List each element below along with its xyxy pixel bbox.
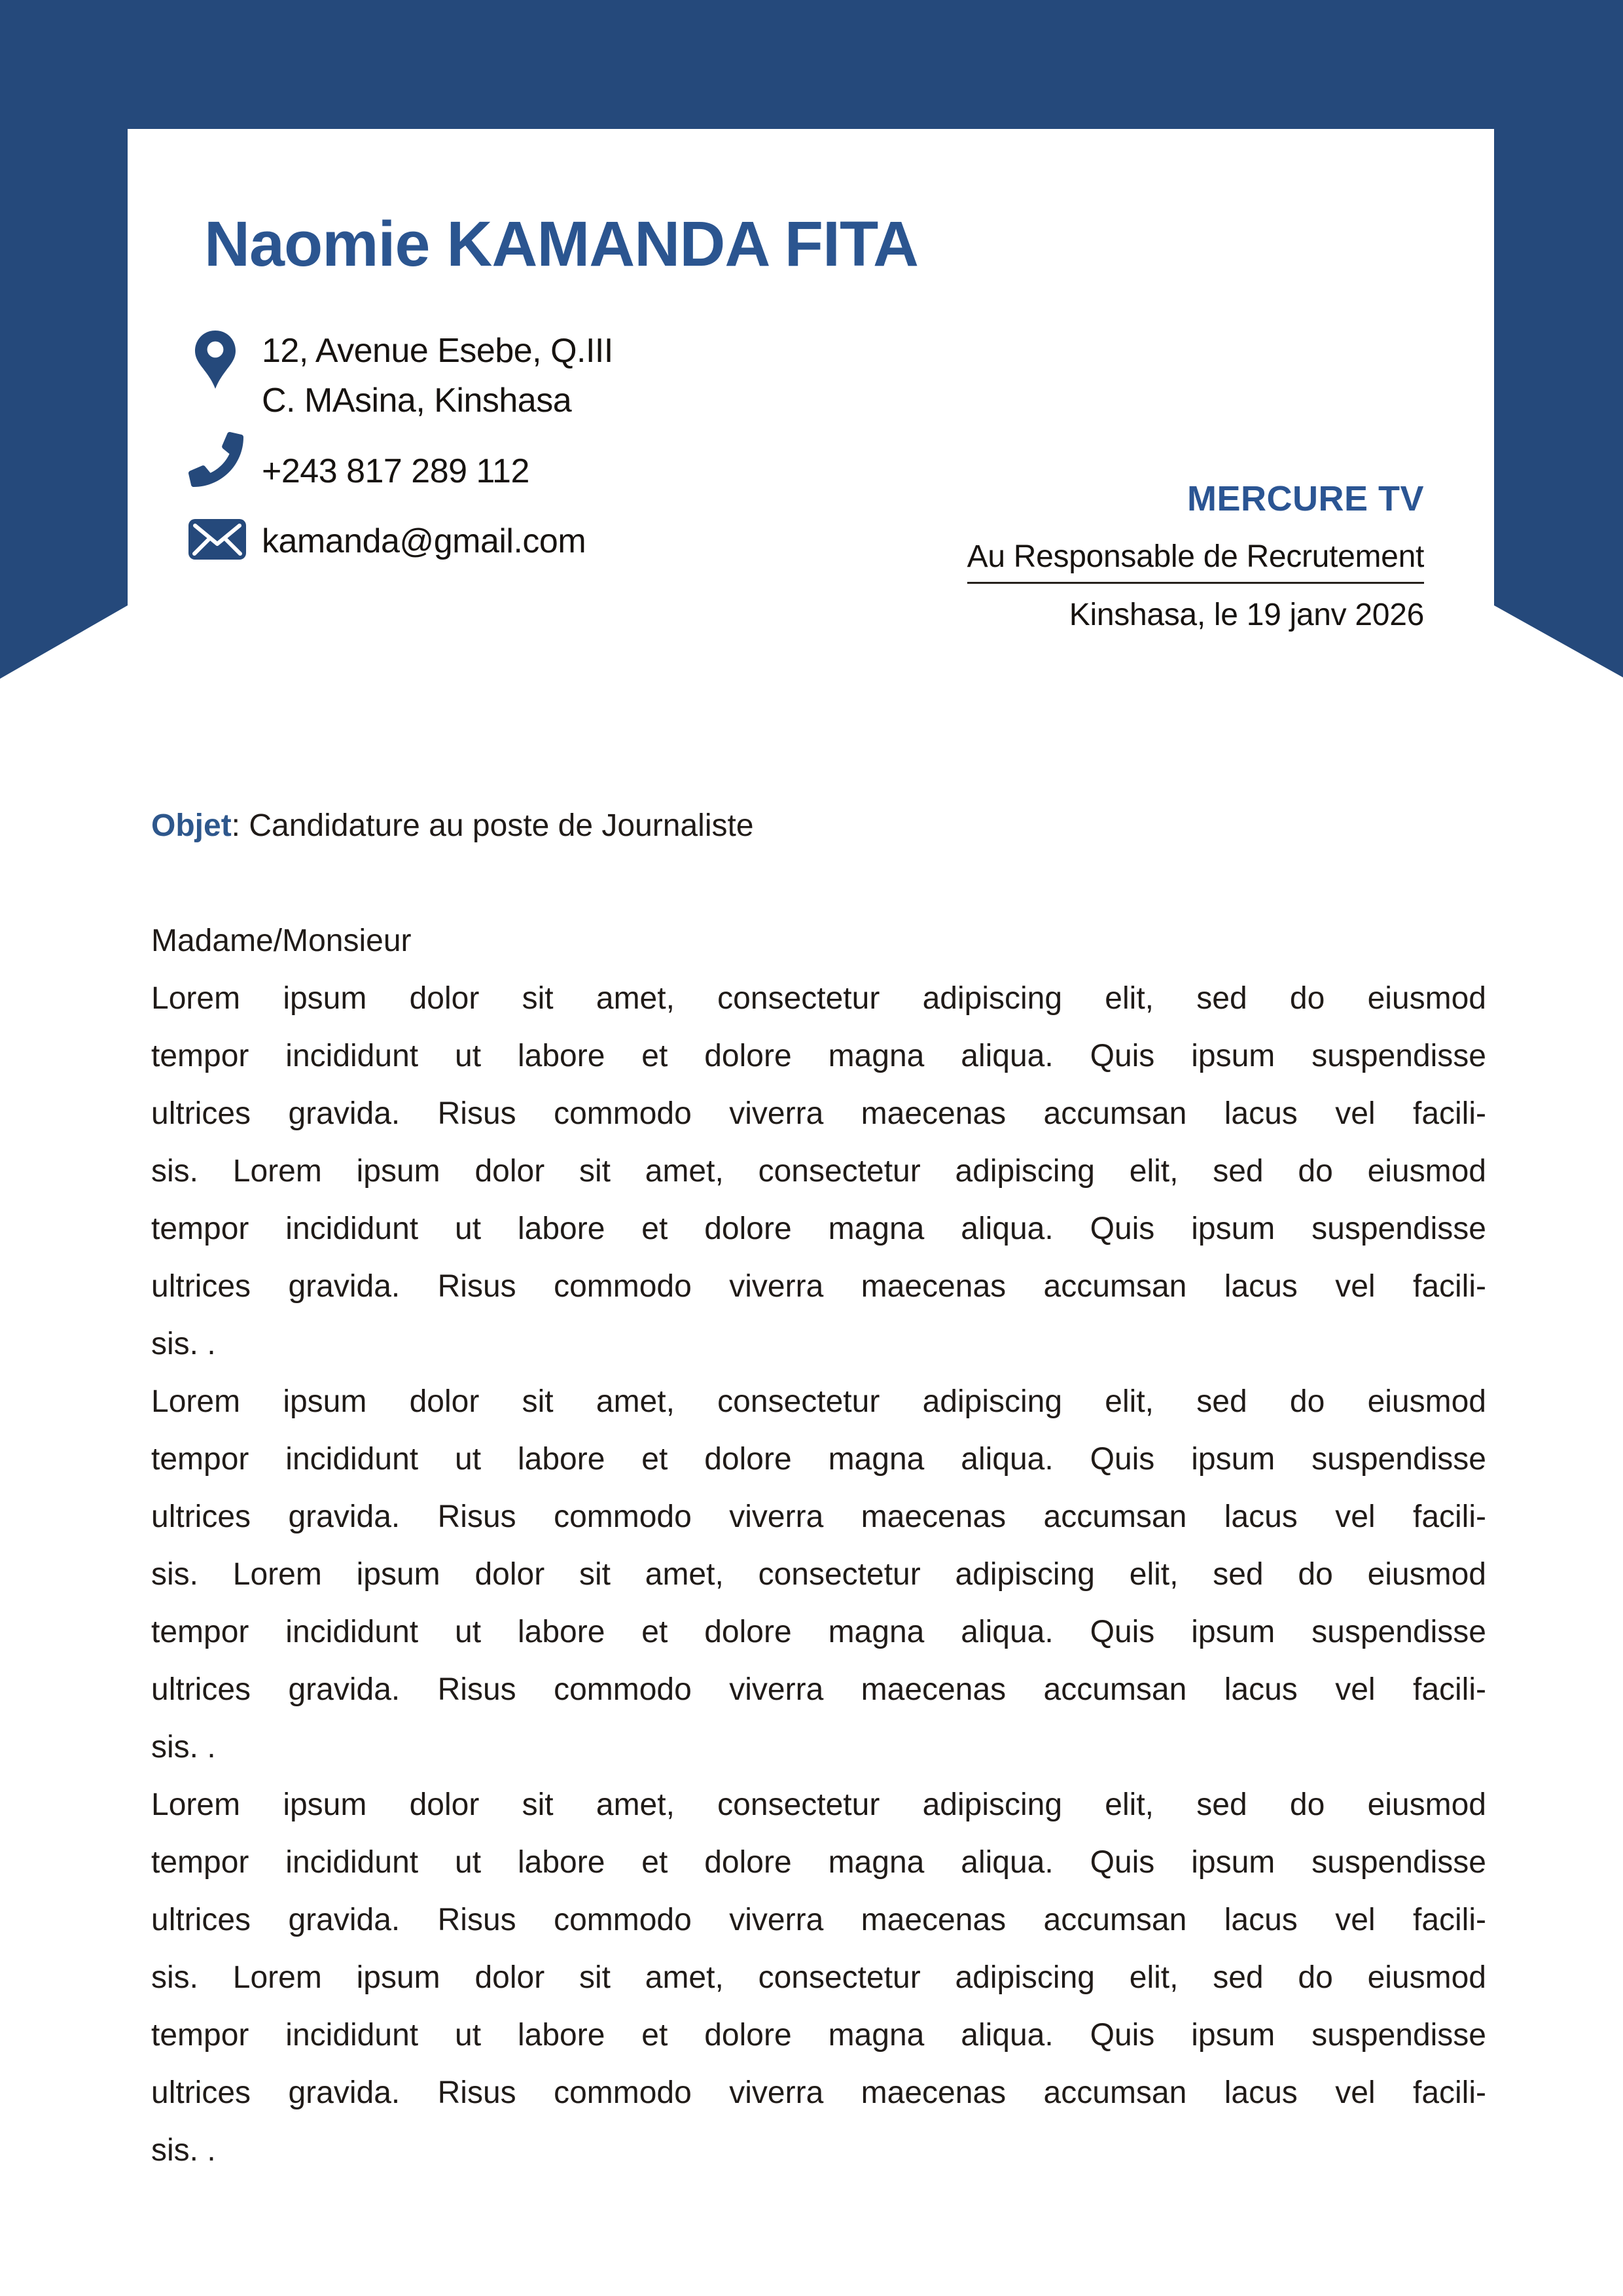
paragraph-line: Lorem ipsum dolor sit amet, consectetur adipiscing elit, sed do eiusmod bbox=[151, 1787, 1486, 1822]
paragraph bbox=[151, 1373, 1486, 1776]
letter-body bbox=[151, 912, 1486, 2179]
left-ribbon bbox=[0, 0, 128, 679]
paragraph-line: ultrices gravida. Risus commodo viverra maecenas accumsan lacus vel facili- bbox=[151, 1269, 1486, 1304]
paragraph bbox=[151, 970, 1486, 1373]
paragraph-line: sis. . bbox=[151, 1730, 216, 1765]
paragraph-line: sis. Lorem ipsum dolor sit amet, consectetur adipiscing elit, sed do eiusmod bbox=[151, 1557, 1486, 1592]
subject-line bbox=[151, 797, 754, 855]
paragraph-line: tempor incididunt ut labore et dolore magna aliqua. Quis ipsum suspendisse bbox=[151, 1615, 1486, 1649]
paragraph-line: ultrices gravida. Risus commodo viverra maecenas accumsan lacus vel facili- bbox=[151, 1903, 1486, 1937]
paragraph-line: tempor incididunt ut labore et dolore magna aliqua. Quis ipsum suspendisse bbox=[151, 1211, 1486, 1246]
paragraph-line: sis. . bbox=[151, 2133, 216, 2168]
subject-separator: : bbox=[231, 808, 249, 843]
paragraph-line: sis. . bbox=[151, 1327, 216, 1361]
paragraph-line: Lorem ipsum dolor sit amet, consectetur adipiscing elit, sed do eiusmod bbox=[151, 1384, 1486, 1419]
paragraph-line: tempor incididunt ut labore et dolore magna aliqua. Quis ipsum suspendisse bbox=[151, 2018, 1486, 2053]
recipient-block bbox=[967, 480, 1424, 632]
paragraph-line: tempor incididunt ut labore et dolore magna aliqua. Quis ipsum suspendisse bbox=[151, 1039, 1486, 1073]
paragraph bbox=[151, 1776, 1486, 2179]
address-line-1: 12, Avenue Esebe, Q.III bbox=[262, 332, 613, 370]
salutation: Madame/Monsieur bbox=[151, 924, 412, 958]
email-icon bbox=[188, 519, 246, 560]
candidate-name: Naomie KAMANDA FITA bbox=[204, 208, 919, 279]
paragraph-line: ultrices gravida. Risus commodo viverra maecenas accumsan lacus vel facili- bbox=[151, 1499, 1486, 1534]
body-paragraphs bbox=[151, 970, 1486, 2179]
recipient-line: Au Responsable de Recrutement bbox=[967, 540, 1424, 584]
paragraph-line: ultrices gravida. Risus commodo viverra maecenas accumsan lacus vel facili- bbox=[151, 1672, 1486, 1707]
right-ribbon bbox=[1494, 0, 1623, 679]
header-band bbox=[0, 0, 1623, 129]
paragraph-line: Lorem ipsum dolor sit amet, consectetur adipiscing elit, sed do eiusmod bbox=[151, 981, 1486, 1016]
address-line-2: C. MAsina, Kinshasa bbox=[262, 382, 572, 420]
paragraph-line: tempor incididunt ut labore et dolore magna aliqua. Quis ipsum suspendisse bbox=[151, 1442, 1486, 1477]
email-address: kamanda@gmail.com bbox=[262, 522, 586, 560]
paragraph-line: tempor incididunt ut labore et dolore magna aliqua. Quis ipsum suspendisse bbox=[151, 1845, 1486, 1880]
company-name: MERCURE TV bbox=[1186, 479, 1424, 518]
subject-label: Objet bbox=[151, 808, 232, 843]
paragraph-line: ultrices gravida. Risus commodo viverra maecenas accumsan lacus vel facili- bbox=[151, 2075, 1486, 2110]
date-line: Kinshasa, le 19 janv 2026 bbox=[1069, 598, 1424, 632]
paragraph-line: sis. Lorem ipsum dolor sit amet, consectetur adipiscing elit, sed do eiusmod bbox=[151, 1154, 1486, 1189]
paragraph-line: sis. Lorem ipsum dolor sit amet, consectetur adipiscing elit, sed do eiusmod bbox=[151, 1960, 1486, 1995]
paragraph-line: ultrices gravida. Risus commodo viverra maecenas accumsan lacus vel facili- bbox=[151, 1096, 1486, 1131]
phone-number: +243 817 289 112 bbox=[262, 452, 529, 490]
phone-icon bbox=[188, 432, 243, 487]
location-pin-icon bbox=[193, 329, 238, 389]
subject-text: Candidature au poste de Journaliste bbox=[249, 808, 754, 843]
